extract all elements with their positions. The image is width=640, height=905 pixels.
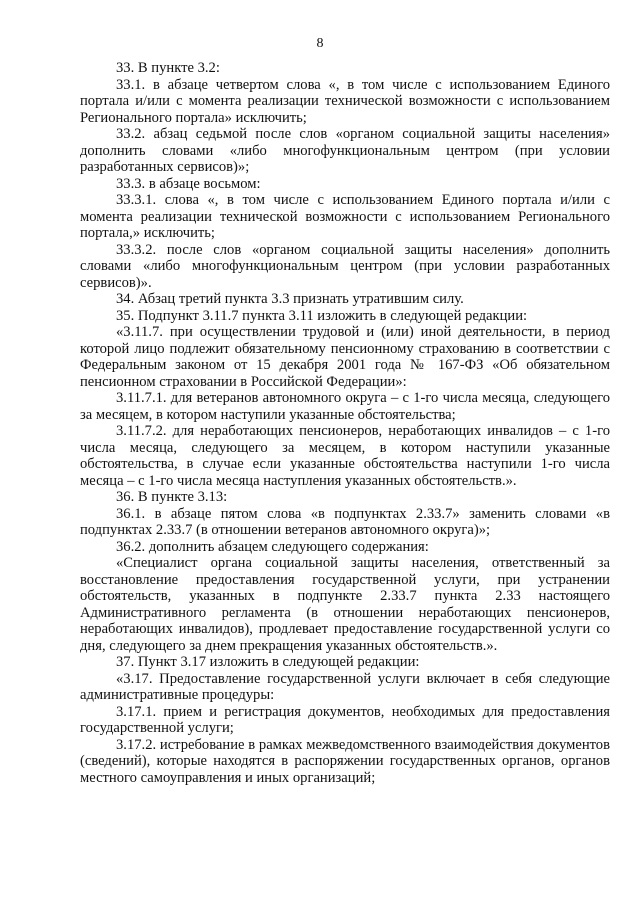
paragraph-33-1: 33.1. в абзаце четвертом слова «, в том числе с использованием Единого портала и/или с момента реализации технической возможности с использованием Регионального портала» исключить; [80, 76, 610, 126]
paragraph-3-17: «3.17. Предоставление государственной услуги включает в себя следующие административные процедуры: [80, 670, 610, 703]
paragraph-33-3: 33.3. в абзаце восьмом: [116, 175, 261, 192]
paragraph-36-1: 36.1. в абзаце пятом слова «в подпунктах 2.33.7» заменить словами «в подпунктах 2.33.7 (в отношении ветеранов автономного округа)»; [80, 505, 610, 538]
paragraph-3-11-7-2: 3.11.7.2. для неработающих пенсионеров, неработающих инвалидов – с 1-го числа месяца, следующего за месяцем, в котором наступили указанные обстоятельства, в случае если указанные обстоятельства наступили 1-го числа месяца – с 1-го числа месяца наступления указанных обстоятельств.». [80, 423, 610, 489]
paragraph-33-3-1: 33.3.1. слова «, в том числе с использованием Единого портала и/или с момента реализации технической возможности с использованием Регионального портала,» исключить; [80, 192, 610, 241]
paragraph-34: 34. Абзац третий пункта 3.3 признать утратившим силу. [116, 291, 464, 307]
document-body [80, 60, 610, 786]
paragraph-3-11-7: «3.11.7. при осуществлении трудовой и (или) иной деятельности, в период которой лицо подлежит обязательному пенсионному страхованию в соответствии с Федеральным законом от 15 декабря 2001 года № 167-ФЗ «Об обязательном пенсионном страховании в Российской Федерации»: [80, 324, 610, 390]
page-number: 8 [316, 36, 324, 51]
paragraph-36-2: 36.2. дополнить абзацем следующего содержания: [116, 538, 429, 555]
paragraph-33: 33. В пункте 3.2: [116, 60, 220, 76]
paragraph-35: 35. Подпункт 3.11.7 пункта 3.11 изложить в следующей редакции: [116, 307, 528, 324]
paragraph-37: 37. Пункт 3.17 изложить в следующей редакции: [116, 654, 420, 670]
paragraph-33-2: 33.2. абзац седьмой после слов «органом социальной защиты населения» дополнить словами «либо многофункциональным центром (при условии разработанных сервисов)»; [80, 126, 610, 175]
paragraph-33-3-2: 33.3.2. после слов «органом социальной защиты населения» дополнить словами «либо многофункциональным центром (при условии разработанных сервисов)». [80, 241, 610, 291]
paragraph-specialist: «Специалист органа социальной защиты населения, ответственный за восстановление предоставления государственной услуги, при устранении обстоятельств, указанных в подпункте 2.33.7 пункта 2.33 настоящего Административного регламента (в отношении неработающих пенсионеров, неработающих инвалидов), продлевает предоставление государственной услуги со дня, следующего за днем прекращения указанных обстоятельств.». [80, 555, 610, 654]
paragraph-3-17-1: 3.17.1. прием и регистрация документов, необходимых для предоставления государственной услуги; [80, 703, 610, 736]
paragraph-36: 36. В пункте 3.13: [116, 489, 228, 505]
paragraph-3-17-2: 3.17.2. истребование в рамках межведомственного взаимодействия документов (сведений), которые находятся в распоряжении государственных органов, органов местного самоуправления и иных организаций; [80, 736, 610, 786]
paragraph-3-11-7-1: 3.11.7.1. для ветеранов автономного округа – с 1-го числа месяца, следующего за месяцем, в котором наступили указанные обстоятельства; [80, 390, 610, 423]
